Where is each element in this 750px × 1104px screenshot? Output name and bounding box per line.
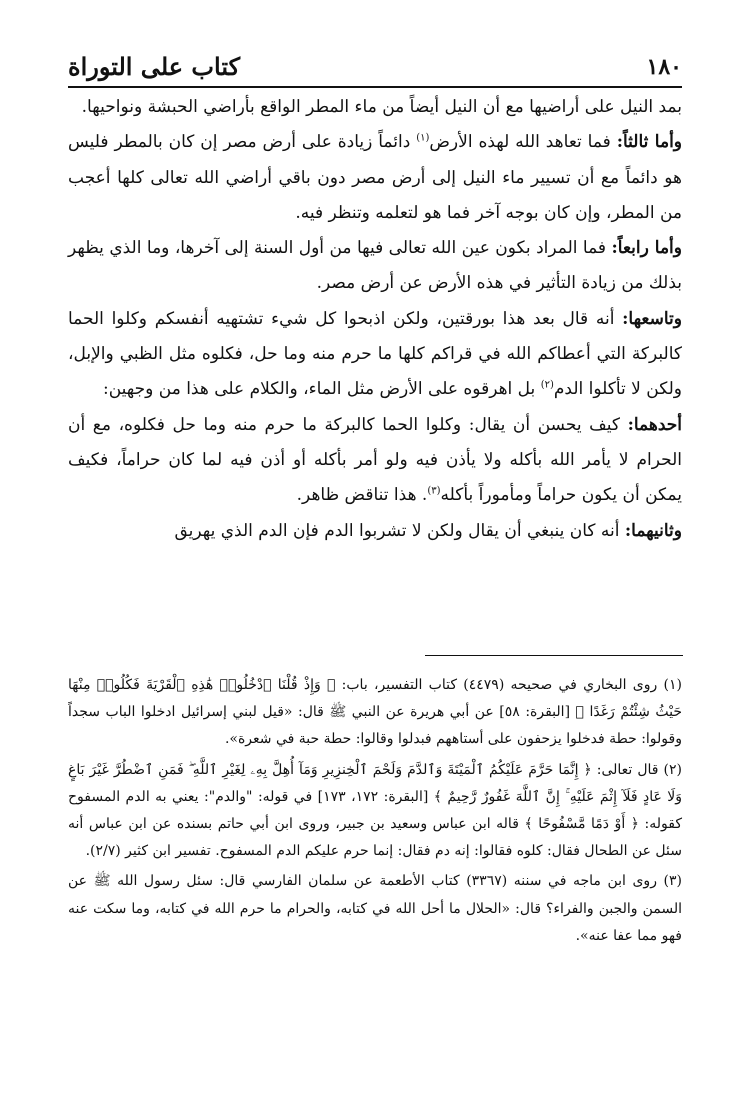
paragraph-lead: وأما ثالثاً: — [616, 132, 683, 153]
paragraph-lead: وأما رابعاً: — [611, 238, 682, 259]
paragraph — [68, 514, 682, 549]
book-title: كتاب على التوراة — [68, 52, 241, 81]
paragraph-lead: أحدهما: — [627, 414, 682, 435]
footnote-3: (٣) روى ابن ماجه في سننه (٣٣٦٧) كتاب الأطعمة عن سلمان الفارسي قال: سئل رسول الله ﷺ عن السمن والجبن والفراء؟ قال: «الحلال ما أحل الله في كتابه، والحرام ما حرم الله في كتابه، وما سكت عنه فهو مما عفا عنه». — [68, 873, 682, 944]
footnote-2: (٢) قال تعالى: ﴿ إِنَّمَا حَرَّمَ عَلَيْكُمُ ٱلْمَيْتَةَ وَٱلدَّمَ وَلَحْمَ ٱلْخِنزِيرِ وَمَآ أُهِلَّ بِهِۦ لِغَيْرِ ٱللَّهِ ۖ فَمَنِ ٱضْطُرَّ غَيْرَ بَاغٍ وَلَا عَادٍ فَلَآ إِثْمَ عَلَيْهِ ۚ إِنَّ ٱللَّهَ غَفُورٌ رَّحِيمٌ ﴾ [البقرة: ١٧٢، ١٧٣] في قوله: "والدم": يعني به الدم المسفوح كقوله: ﴿ أَوْ دَمًا مَّسْفُوحًا ﴾ قاله ابن عباس وسعيد بن جبير، وروى ابن أبي حاتم بسنده عن ابن عباس أنه سئل عن الطحال فقال: كلوه فقالوا: إنه دم فقال: إنما حرم عليكم الدم المسفوح. تفسير ابن كثير (٢/٧). — [68, 761, 682, 860]
paragraph — [68, 90, 682, 125]
footnote-ref-1[interactable]: (١) — [416, 132, 430, 144]
paragraph-text: بل اهرقوه على الأرض مثل الماء، والكلام على هذا من وجهين: — [103, 379, 541, 400]
footnote-divider — [425, 655, 683, 656]
paragraph-text: بمد النيل على أراضيها مع أن النيل أيضاً من ماء المطر الواقع بأراضي الحبشة ونواحيها. — [81, 97, 682, 117]
paragraph-text: دائماً زيادة على أرض مصر إن كان بالمطر فليس هو دائماً مع أن تسيير ماء النيل إلى أرض مصر دون باقي أراضي الله تعالى كلها أعجب من المطر، وإن كان بوجه آخر فما هو لتعلمه وتنظر فيه. — [68, 132, 682, 223]
paragraph — [68, 302, 682, 408]
footnote-ref-3[interactable]: (٣) — [427, 485, 441, 497]
paragraph — [68, 231, 682, 302]
paragraph-text: فما تعاهد الله لهذه الأرض — [429, 132, 617, 153]
main-text — [68, 90, 682, 549]
footnote-ref-2[interactable]: (٢) — [540, 379, 554, 391]
paragraph-text: كيف يحسن أن يقال: وكلوا الحما كالبركة ما حرم منه وما حل فكلوه، مع أن الحرام لا يأمر الله بأكله ولا يأذن فيه ولو أمر بأكله أو أذن فيه لما كان حراماً، فكيف يمكن أن يكون حراماً ومأموراً بأكله — [68, 414, 682, 506]
paragraph-text: أنه كان ينبغي أن يقال ولكن لا تشربوا الدم فإن الدم الذي يهريق — [174, 520, 625, 541]
footnotes — [68, 672, 682, 953]
paragraph-text: أنه قال بعد هذا بورقتين، ولكن اذبحوا كل شيء تشتهيه أنفسكم وكلوا الحما كالبركة التي أعطاكم الله في قراكم كلها ما حرم منه وما حل، فكلوه مثل الظبي والإبل، ولكن لا تأكلوا الدم — [68, 308, 682, 400]
paragraph — [68, 125, 682, 231]
paragraph-lead: وتاسعها: — [622, 308, 682, 329]
paragraph — [68, 408, 682, 514]
running-header — [68, 52, 682, 88]
page-number: ١٨٠ — [646, 54, 682, 80]
paragraph-text: . هذا تناقض ظاهر. — [296, 485, 428, 506]
footnote-1: (١) روى البخاري في صحيحه (٤٤٧٩) كتاب التفسير، باب: ﴿ وَإِذْ قُلْنَا ٱدْخُلُوا۟ هَٰذِهِ ٱلْقَرْيَةَ فَكُلُوا۟ مِنْهَا حَيْثُ شِئْتُمْ رَغَدًا ﴾ [البقرة: ٥٨] عن أبي هريرة عن النبي ﷺ قال: «قيل لبني إسرائيل ادخلوا الباب سجداً وقولوا: حطة فدخلوا يزحفون على أستاههم فبدلوا وقالوا: حطة حبة في شعرة». — [68, 677, 683, 748]
paragraph-text: فما المراد بكون عين الله تعالى فيها من أول السنة إلى آخرها، وما الذي يظهر بذلك من زيادة التأثير في هذه الأرض عن أرض مصر. — [68, 238, 682, 294]
paragraph-lead: وثانيهما: — [624, 520, 682, 541]
